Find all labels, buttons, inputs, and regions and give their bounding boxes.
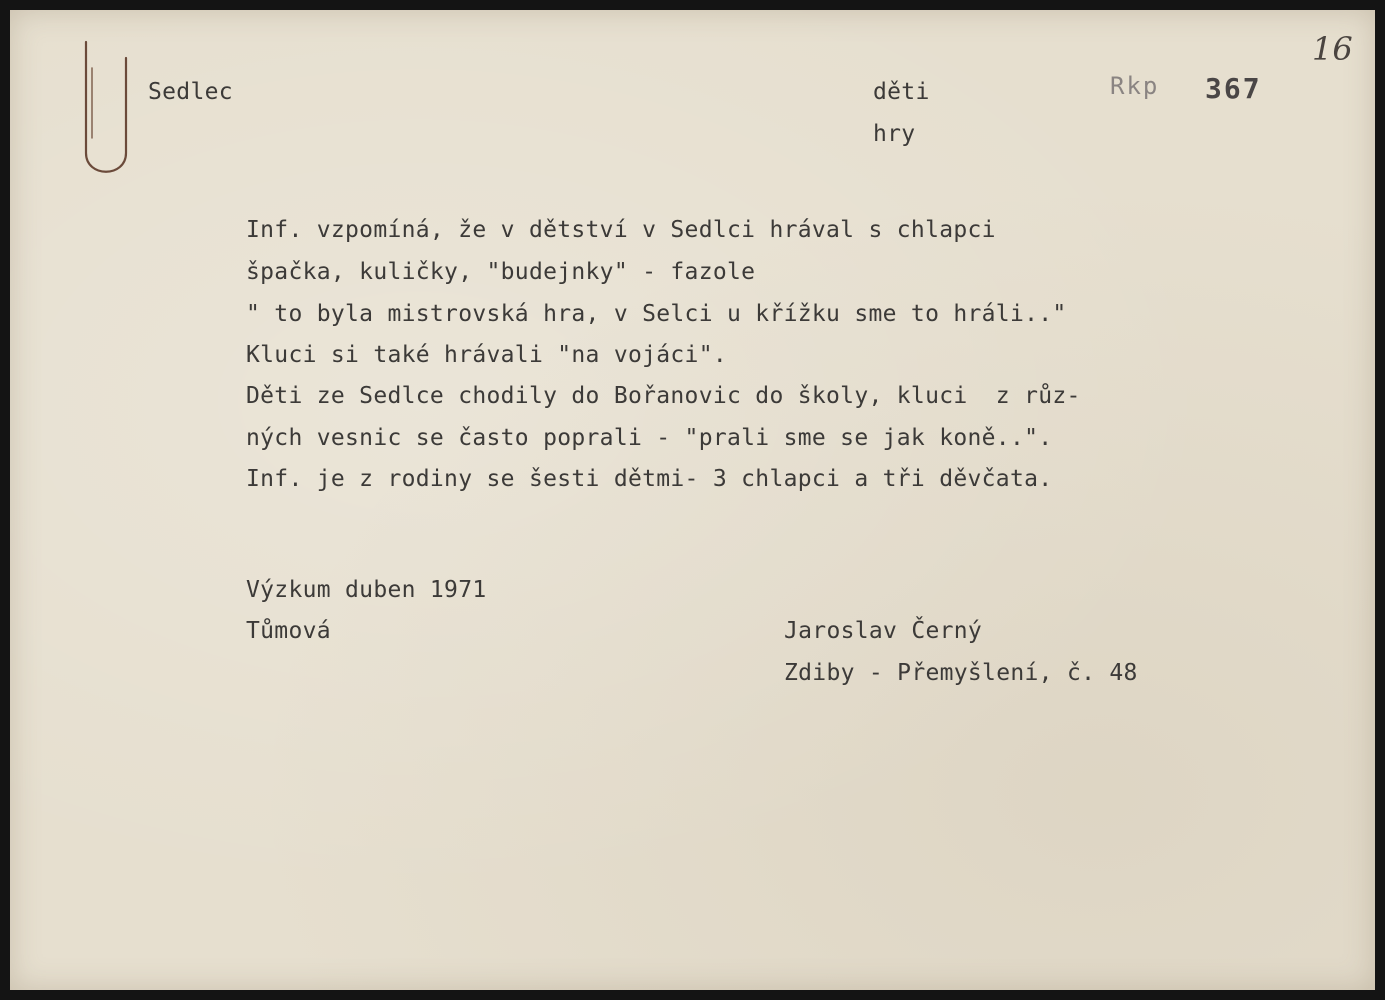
body-text <box>246 219 1266 519</box>
body-line: Inf. vzpomíná, že v dětství v Sedlci hrával s chlapci <box>246 217 996 243</box>
body-line: špačka, kuličky, "budejnky" - fazole <box>246 259 756 285</box>
body-line: Děti ze Sedlce chodily do Bořanovic do školy, kluci z růz- <box>246 383 1081 409</box>
archive-prefix-stamp: Rkp <box>1110 72 1160 100</box>
index-card <box>10 10 1375 990</box>
place-heading: Sedlec <box>148 79 233 105</box>
keyword-games: hry <box>873 121 916 147</box>
body-line: ných vesnic se často poprali - "prali sme se jak koně..". <box>246 425 1053 451</box>
paper-clip-icon <box>78 38 138 188</box>
informant-name: Jaroslav Černý <box>784 618 983 644</box>
informant-address: Zdiby - Přemyšlení, č. 48 <box>784 660 1138 686</box>
researcher-name: Tůmová <box>246 618 331 644</box>
body-line: Inf. je z rodiny se šesti dětmi- 3 chlapci a tři děvčata. <box>246 466 1053 492</box>
page-number-handwritten: 16 <box>1312 30 1353 68</box>
body-line: " to byla mistrovská hra, v Selci u křížku sme to hráli.." <box>246 301 1067 327</box>
research-date: Výzkum duben 1971 <box>246 577 487 603</box>
archive-number-stamp: 367 <box>1205 72 1262 105</box>
keyword-children: děti <box>873 79 930 105</box>
body-line: Kluci si také hrávali "na vojáci". <box>246 342 728 368</box>
